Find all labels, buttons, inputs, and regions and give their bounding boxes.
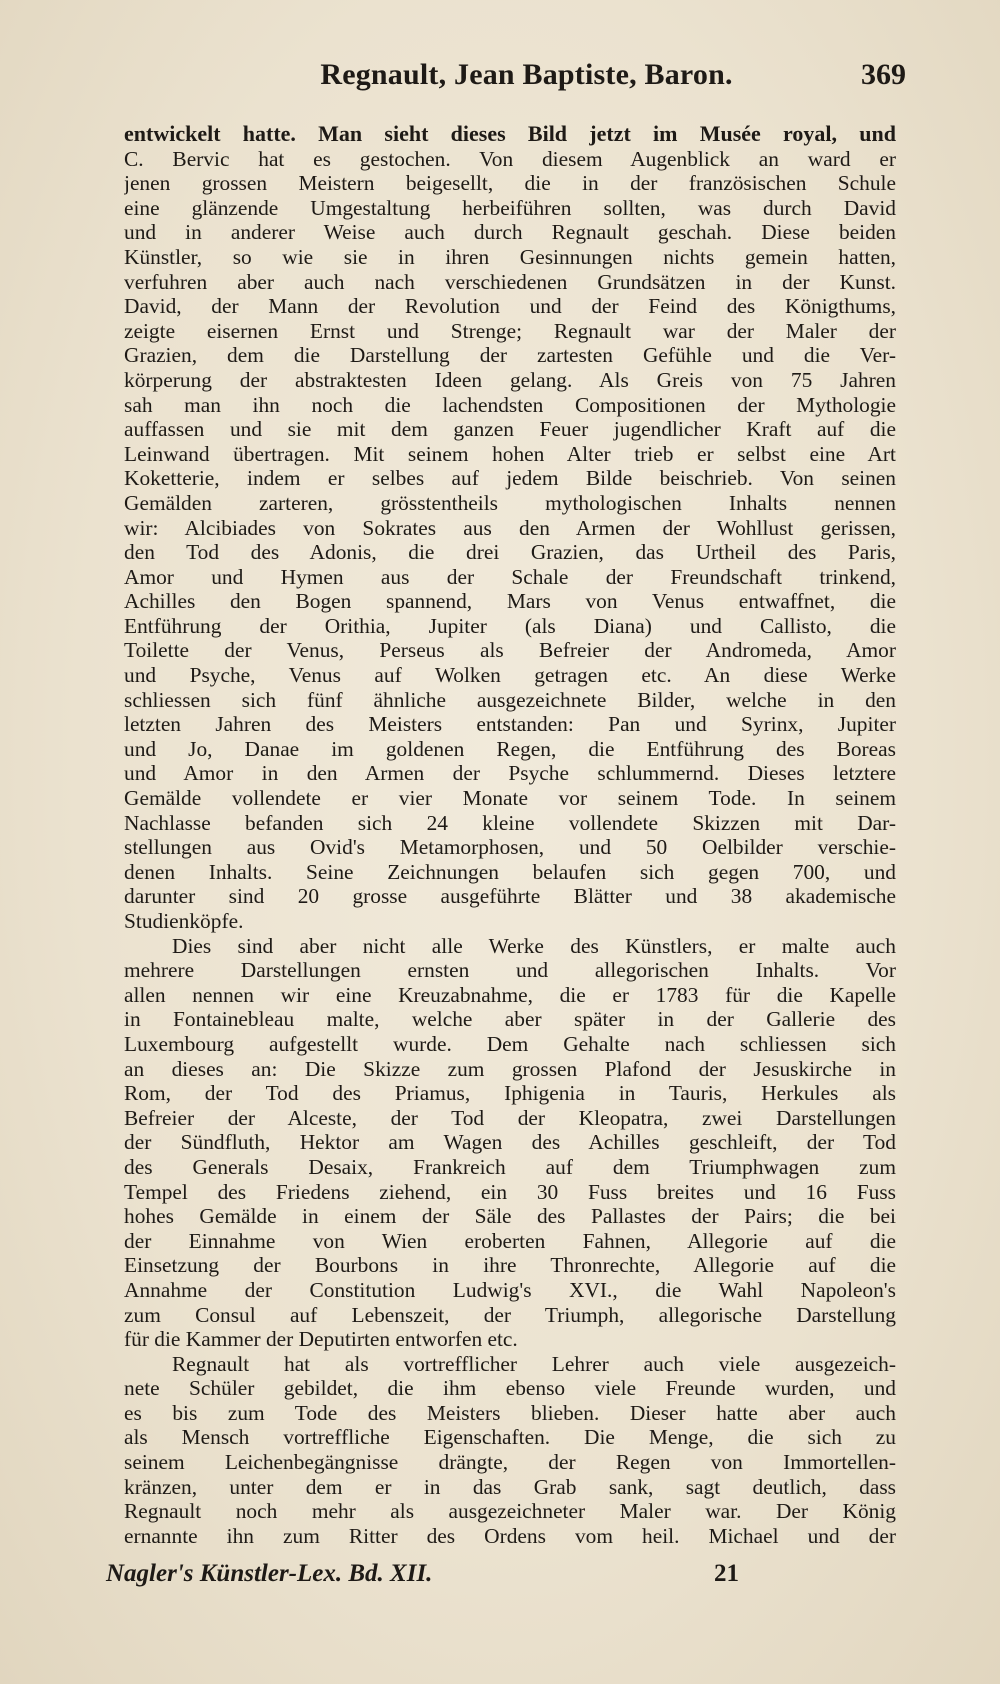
text-line: den Tod des Adonis, die drei Grazien, das Urtheil des Paris, [124, 540, 896, 565]
text-line: wir: Alcibiades von Sokrates aus den Armen der Wohllust gerissen, [124, 515, 896, 540]
text-line: Annahme der Constitution Ludwig's XVI., die Wahl Napoleon's [124, 1277, 896, 1302]
text-line: zeigte eisernen Ernst und Strenge; Regnault war der Maler der [124, 318, 896, 343]
text-line: in Fontainebleau malte, welche aber später in der Gallerie des [124, 1007, 896, 1032]
text-line: mehrere Darstellungen ernsten und allegorischen Inhalts. Vor [124, 958, 896, 983]
text-line: des Generals Desaix, Frankreich auf dem Triumphwagen zum [124, 1154, 896, 1179]
text-line: es bis zum Tode des Meisters blieben. Dieser hatte aber auch [124, 1400, 896, 1425]
text-line: Gemälde vollendete er vier Monate vor seinem Tode. In seinem [124, 786, 896, 811]
text-line: an dieses an: Die Skizze zum grossen Plafond der Jesuskirche in [124, 1056, 896, 1081]
text-line: letzten Jahren des Meisters entstanden: Pan und Syrinx, Jupiter [124, 712, 896, 737]
text-line: auffassen und sie mit dem ganzen Feuer jugendlicher Kraft auf die [124, 417, 896, 442]
text-line: Befreier der Alceste, der Tod der Kleopatra, zwei Darstellungen [124, 1105, 896, 1130]
text-line: Grazien, dem die Darstellung der zartesten Gefühle und die Ver- [124, 343, 896, 368]
text-line: Amor und Hymen aus der Schale der Freundschaft trinkend, [124, 564, 896, 589]
sheet-number: 21 [714, 1560, 739, 1587]
text-line: für die Kammer der Deputirten entworfen etc. [124, 1327, 518, 1352]
text-line: Toilette der Venus, Perseus als Befreier der Andromeda, Amor [124, 638, 896, 663]
text-line: ernannte ihn zum Ritter des Ordens vom heil. Michael und der [124, 1523, 896, 1548]
text-line: hohes Gemälde in einem der Säle des Pallastes der Pairs; die bei [124, 1204, 896, 1229]
text-line: der Sündfluth, Hektor am Wagen des Achilles geschleift, der Tod [124, 1130, 896, 1155]
text-line: kränzen, unter dem er in das Grab sank, sagt deutlich, dass [124, 1474, 896, 1499]
page-title: Regnault, Jean Baptiste, Baron. [320, 58, 733, 91]
text-line: als Mensch vortreffliche Eigenschaften. Die Menge, die sich zu [124, 1425, 896, 1450]
text-line: nete Schüler gebildet, die ihm ebenso viele Freunde wurden, und [124, 1376, 896, 1401]
text-line: Dies sind aber nicht alle Werke des Künstlers, er malte auch [172, 933, 896, 958]
text-line: C. Bervic hat es gestochen. Von diesem Augenblick an ward er [124, 146, 896, 171]
text-line: Nachlasse befanden sich 24 kleine vollendete Skizzen mit Dar- [124, 810, 896, 835]
text-line: allen nennen wir eine Kreuzabnahme, die er 1783 für die Kapelle [124, 982, 896, 1007]
text-line: jenen grossen Meistern beigesellt, die in der französischen Schule [124, 171, 896, 196]
text-line: seinem Leichenbegängnisse drängte, der Regen von Immortellen- [124, 1450, 896, 1475]
text-line: sah man ihn noch die lachendsten Compositionen der Mythologie [124, 392, 896, 417]
text-line: und Jo, Danae im goldenen Regen, die Entführung des Boreas [124, 736, 896, 761]
text-line: denen Inhalts. Seine Zeichnungen belaufen sich gegen 700, und [124, 859, 896, 884]
text-line: verfuhren aber auch nach verschiedenen Grundsätzen in der Kunst. [124, 269, 896, 294]
text-line: Tempel des Friedens ziehend, ein 30 Fuss breites und 16 Fuss [124, 1179, 896, 1204]
text-line: zum Consul auf Lebenszeit, der Triumph, allegorische Darstellung [124, 1302, 896, 1327]
text-line: Einsetzung der Bourbons in ihre Thronrechte, Allegorie auf die [124, 1253, 896, 1278]
text-line: körperung der abstraktesten Ideen gelang. Als Greis von 75 Jahren [124, 367, 896, 392]
running-header [122, 58, 906, 102]
text-line: schliessen sich fünf ähnliche ausgezeichnete Bilder, welche in den [124, 687, 896, 712]
text-line: Studienköpfe. [124, 909, 244, 933]
text-line: Koketterie, indem er selbes auf jedem Bilde beischrieb. Von seinen [124, 466, 896, 491]
body-text [124, 122, 896, 1548]
text-line: David, der Mann der Revolution und der Feind des Königthums, [124, 294, 896, 319]
text-line: Künstler, so wie sie in ihren Gesinnungen nichts gemein hatten, [124, 244, 896, 269]
text-line: Achilles den Bogen spannend, Mars von Venus entwaffnet, die [124, 589, 896, 614]
text-line: entwickelt hatte. Man sieht dieses Bild jetzt im Musée royal, und [124, 122, 896, 146]
text-line: stellungen aus Ovid's Metamorphosen, und 50 Oelbilder verschie- [124, 835, 896, 860]
text-line: Luxembourg aufgestellt wurde. Dem Gehalte nach schliessen sich [124, 1031, 896, 1056]
text-line: Rom, der Tod des Priamus, Iphigenia in Tauris, Herkules als [124, 1081, 896, 1106]
printer-signature: Nagler's Künstler-Lex. Bd. XII. [106, 1560, 433, 1587]
page-number: 369 [861, 58, 906, 91]
text-line: darunter sind 20 grosse ausgeführte Blätter und 38 akademische [124, 884, 896, 909]
text-line: Gemälden zarteren, grösstentheils mythologischen Inhalts nennen [124, 490, 896, 515]
text-line: und Psyche, Venus auf Wolken getragen etc. An diese Werke [124, 663, 896, 688]
text-line: der Einnahme von Wien eroberten Fahnen, Allegorie auf die [124, 1228, 896, 1253]
text-line: eine glänzende Umgestaltung herbeiführen sollten, was durch David [124, 195, 896, 220]
text-line: Regnault hat als vortrefflicher Lehrer auch viele ausgezeich- [172, 1351, 896, 1376]
signature-line [106, 1560, 906, 1596]
text-line: Regnault noch mehr als ausgezeichneter Maler war. Der König [124, 1499, 896, 1524]
text-line: und Amor in den Armen der Psyche schlummernd. Dieses letztere [124, 761, 896, 786]
text-line: Entführung der Orithia, Jupiter (als Diana) und Callisto, die [124, 613, 896, 638]
text-line: und in anderer Weise auch durch Regnault geschah. Diese beiden [124, 220, 896, 245]
text-line: Leinwand übertragen. Mit seinem hohen Alter trieb er selbst eine Art [124, 441, 896, 466]
